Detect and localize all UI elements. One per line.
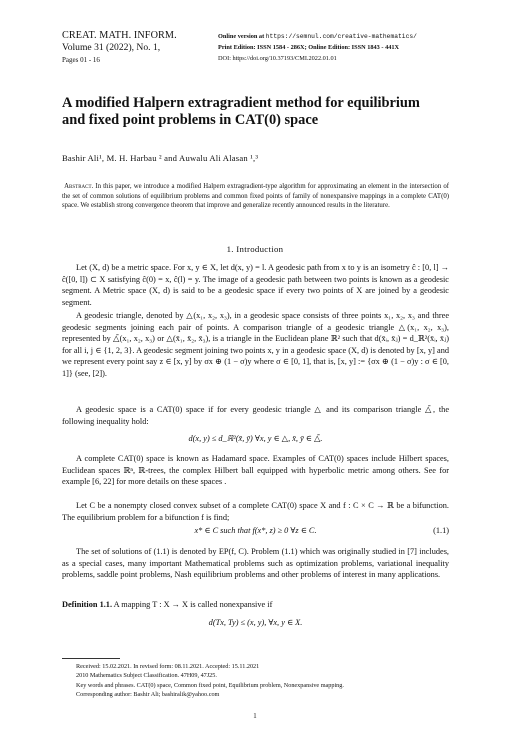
paragraph-5-text: Let C be a nonempty closed convex subset of a complete CAT(0) space X and f : C × C → ℝ be a bifunction. The equilibrium problem for a bifunction f is find; xyxy=(62,501,449,522)
title-line-2: and fixed point problems in CAT(0) space xyxy=(62,112,319,128)
paragraph-3-text: A geodesic space is a CAT(0) space if for every geodesic triangle △ and its comparison triangle △̄, the following inequality hold: xyxy=(62,405,449,426)
title-line-1: A modified Halpern extragradient method for equilibrium xyxy=(62,95,420,111)
footnote-rule xyxy=(62,658,120,659)
page-number: 1 xyxy=(253,713,257,720)
abstract xyxy=(62,182,449,211)
publication-info xyxy=(218,31,417,64)
abstract-text: In this paper, we introduce a modified Halpern extragradient-type algorithm for approximating an element in the intersection of the set of common solutions of equilibrium problems and common fixed points of family of nonexpansive mappings in a complete CAT(0) space. We establish strong convergence theorem that improve and generalize recently announced results in the literature. xyxy=(62,183,450,210)
paragraph-6 xyxy=(62,546,449,581)
equation-1-1-number: (1.1) xyxy=(433,526,449,535)
paragraph-6-text: The set of solutions of (1.1) is denoted by EP(f, C). Problem (1.1) which was originally studied in [7] includes, as a special cases, many important Mathematical problems such as optimization problems, variational inequality problems, saddle point problems, Nash equilibrium problems and other problems of interest in many applications. xyxy=(62,547,449,580)
definition-1-1 xyxy=(62,599,449,611)
paragraph-1 xyxy=(62,262,449,308)
msc-line: 2010 Mathematics Subject Classification. 47H09, 47J25. xyxy=(76,672,217,680)
received-line: Received: 15.02.2021. In revised form: 08.11.2021. Accepted: 15.11.2021 xyxy=(76,663,260,670)
equation-nonexpansive: d(Tx, Ty) ≤ (x, y), ∀x, y ∈ X. xyxy=(208,618,303,627)
paragraph-1-text: Let (X, d) be a metric space. For x, y ∈ X, let d(x, y) = l. A geodesic path from x to y is an isometry ĉ : [0, l] → ĉ([0, l]) ⊂ X satisfying ĉ(0) = x, ĉ(l) = y. The image of a geodesic path between two points is known as a geodesic segment. A Metric space (X, d) is said to be a geodesic space if every two points of X are joined by a geodesic segment. xyxy=(62,263,449,307)
paragraph-2 xyxy=(62,310,449,380)
paragraph-5 xyxy=(62,500,449,523)
footnotes xyxy=(62,662,449,700)
paragraph-4-text: A complete CAT(0) space is known as Hadamard space. Examples of CAT(0) spaces include Hilbert spaces, Euclidean spaces ℝⁿ, ℝ-trees, the complex Hilbert ball equipped with hyperbolic metric among others. See for example [6, 22] for more details on these spaces . xyxy=(62,454,449,487)
doi-line[interactable]: DOI: https://doi.org/10.37193/CMI.2022.01.01 xyxy=(218,55,337,62)
authors: Bashir Ali¹, M. H. Harbau ² and Auwalu Ali Alasan ¹,³ xyxy=(62,153,259,163)
corresponding-author-line: Corresponding author: Bashir Ali; bashiralik@yahoo.com xyxy=(76,691,220,699)
equation-1-1-text: x* ∈ C such that f(x*, z) ≥ 0 ∀z ∈ C. xyxy=(194,526,317,535)
online-label: Online version at xyxy=(218,33,266,40)
journal-name: CREAT. MATH. INFORM. xyxy=(62,30,177,41)
paragraph-3 xyxy=(62,404,449,427)
paragraph-2-text: A geodesic triangle, denoted by △(x₁, x₂, x₃), in a geodesic space consists of three points x₁, x₂, x₃ and three geodesic segments joining each pair of points. A comparison triangle of a geodesic triangle △(x₁, x₂, x₃), represented by △̄(x₁, x₂, x₃) or △(x̄₁, x̄₂, x̄₃), is a triangle in the Euclidean plane ℝ² such that d(x̄ᵢ, x̄ⱼ) = d_ℝ²(x̄ᵢ, x̄ⱼ) for all i, j ∈ {1, 2, 3}. A geodesic segment joining two points x, y in a geodesic space (X, d) is denoted by [x, y] and we represent every point say z ∈ [x, y] by σx ⊕ (1 − σ)y where σ ∈ [0, 1], that is, [x, y] := {σx ⊕ (1 − σ)y : σ ∈ [0, 1]} (see, [2]). xyxy=(62,311,449,378)
issn-line: Print Edition: ISSN 1584 - 286X; Online Edition: ISSN 1843 - 441X xyxy=(218,44,400,51)
online-url[interactable]: https://semnul.com/creative-mathematics/ xyxy=(265,33,417,40)
paragraph-4 xyxy=(62,453,449,488)
definition-label: Definition 1.1. xyxy=(62,600,113,609)
pages-line: Pages 01 - 16 xyxy=(62,56,100,64)
equation-cat0: d(x, y) ≤ d_ℝ²(x̄, ȳ) ∀x, y ∈ △, x̄, ȳ ∈ △̄. xyxy=(188,434,323,443)
journal-header xyxy=(62,30,177,66)
abstract-label: Abstract. xyxy=(64,183,94,190)
definition-text: A mapping T : X → X is called nonexpansive if xyxy=(113,600,273,609)
keywords-line: Key words and phrases. CAT(0) space, Common fixed point, Equilibrium problem, Nonexpansive mapping. xyxy=(76,681,344,689)
volume-line: Volume 31 (2022), No. 1, xyxy=(62,42,161,53)
paper-title xyxy=(62,95,462,129)
section-heading: 1. Introduction xyxy=(226,244,284,254)
equation-1-1 xyxy=(62,525,449,537)
